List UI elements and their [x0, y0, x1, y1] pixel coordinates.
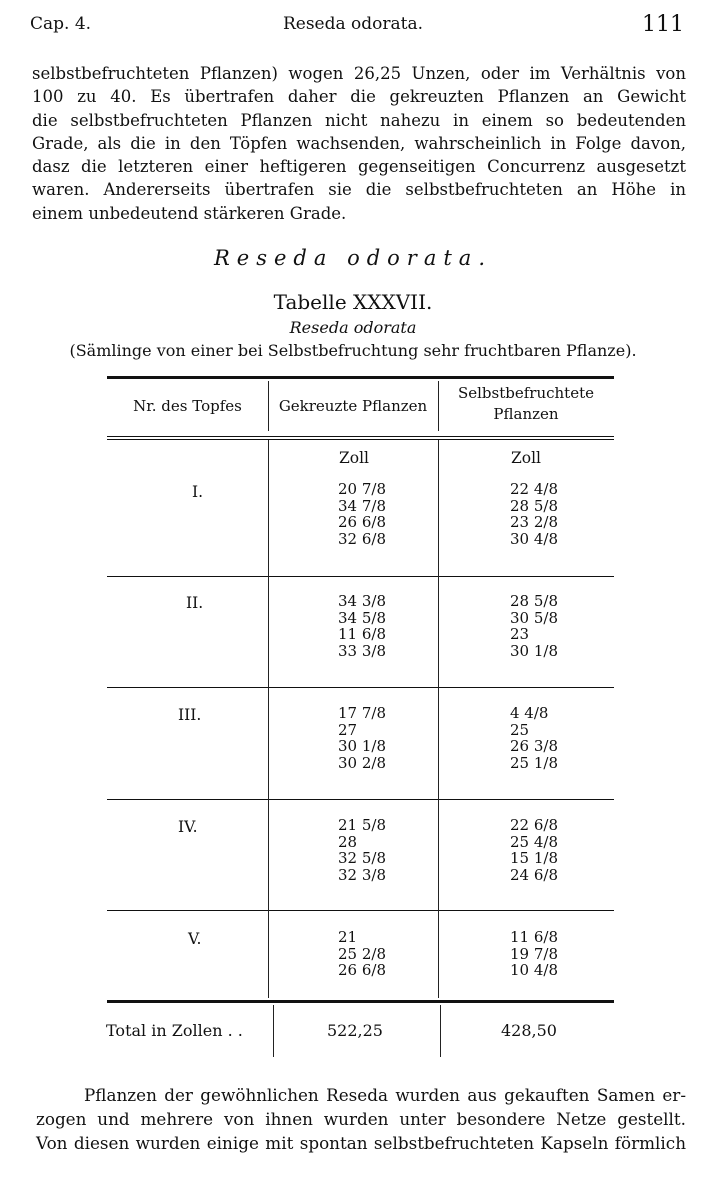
self-value: 4 4/8: [510, 704, 549, 722]
header-crossed: Gekreuzte Pflanzen: [278, 397, 428, 415]
self-value: 22 6/8: [510, 816, 558, 834]
paragraph-line: waren. Andererseits übertrafen sie die selbstbefruchteten an Höhe in: [32, 180, 686, 200]
table-header-rule: [107, 436, 614, 437]
crossed-values: [338, 929, 386, 979]
table-caption: (Sämlinge von einer bei Selbstbefruchtung sehr fruchtbaren Pflanze).: [69, 341, 637, 360]
self-value: 24 6/8: [510, 865, 558, 884]
crossed-value: 34 5/8: [338, 608, 386, 627]
table-top-rule: [107, 376, 614, 379]
paragraph-line: die selbstbefruchteten Pflanzen nicht nahezu in einem so bedeutenden: [32, 110, 686, 130]
crossed-value: 26 6/8: [338, 513, 386, 531]
self-value: 30 5/8: [510, 608, 558, 627]
column-divider: [268, 440, 269, 998]
total-self: 428,50: [501, 1021, 557, 1040]
self-value: 22 4/8: [510, 480, 558, 498]
group-separator: [107, 799, 614, 800]
crossed-value: 34 3/8: [338, 592, 386, 610]
table-total-rule: [107, 1000, 614, 1003]
table-title: Tabelle XXXVII.: [273, 290, 433, 314]
self-value: 23: [510, 625, 530, 643]
self-value: 11 6/8: [510, 928, 558, 946]
unit-crossed: Zoll: [339, 449, 370, 467]
self-values: [510, 593, 558, 659]
group-separator: [107, 687, 614, 688]
crossed-values: [338, 817, 386, 883]
self-value: 15 1/8: [510, 849, 558, 867]
species-heading: Reseda odorata.: [213, 246, 492, 270]
pot-label: V.: [188, 930, 202, 948]
crossed-value: 17 7/8: [338, 704, 386, 722]
paragraph-line: dasz die letzteren einer heftigeren gegenseitigen Concurrenz ausgesetzt: [32, 157, 686, 177]
pot-label: I.: [192, 483, 204, 501]
paragraph-bottom: [36, 1083, 686, 1155]
crossed-value: 34 7/8: [338, 496, 386, 515]
self-value: 30 1/8: [510, 641, 558, 660]
paragraph-line: zogen und mehrere von ihnen wurden unter besondere Netze gestellt.: [36, 1109, 686, 1129]
group-separator: [107, 910, 614, 911]
crossed-value: 20 7/8: [338, 480, 386, 498]
table-subtitle: Reseda odorata: [289, 318, 417, 337]
chapter-label: Cap. 4.: [30, 14, 92, 34]
pot-label: II.: [186, 594, 204, 612]
crossed-value: 28: [338, 832, 358, 851]
crossed-value: 21 5/8: [338, 816, 386, 834]
total-label: Total in Zollen . .: [106, 1021, 243, 1040]
self-value: 25 1/8: [510, 753, 558, 772]
self-values: [510, 705, 558, 771]
unit-self: Zoll: [511, 449, 542, 467]
header-self-line: Selbstbefruchtete: [457, 384, 594, 402]
header-self-line: Pflanzen: [493, 405, 559, 423]
crossed-value: 30 1/8: [338, 737, 386, 755]
crossed-value: 26 6/8: [338, 961, 386, 979]
paragraph-line: selbstbefruchteten Pflanzen) wogen 26,25 Unzen, oder im Verhältnis von: [32, 64, 686, 83]
paragraph-line: Pflanzen der gewöhnlichen Reseda wurden aus gekauften Samen er-: [84, 1085, 686, 1105]
group-separator: [107, 576, 614, 577]
crossed-values: [338, 705, 386, 771]
self-value: 30 4/8: [510, 529, 558, 548]
self-value: 10 4/8: [510, 961, 558, 979]
self-values: [510, 929, 558, 979]
crossed-value: 32 5/8: [338, 849, 386, 867]
crossed-value: 11 6/8: [338, 625, 386, 643]
paragraph-line: einem unbedeutend stärkeren Grade.: [32, 203, 347, 223]
page-number: 111: [642, 12, 684, 37]
crossed-value: 32 3/8: [338, 865, 386, 884]
crossed-value: 27: [338, 720, 358, 739]
crossed-values: [338, 481, 386, 547]
crossed-value: 21: [338, 928, 358, 946]
self-value: 19 7/8: [510, 944, 558, 963]
pot-label: IV.: [178, 818, 198, 836]
self-value: 23 2/8: [510, 513, 558, 531]
header-pot: Nr. des Topfes: [133, 397, 242, 415]
self-values: [510, 481, 558, 547]
total-crossed: 522,25: [327, 1021, 383, 1040]
header-self: [438, 383, 614, 425]
table-header-rule: [107, 439, 614, 440]
paragraph-line: Grade, als die in den Töpfen wachsenden, wahrscheinlich in Folge davon,: [32, 133, 686, 153]
self-value: 25: [510, 720, 530, 739]
paragraph-line: Von diesen wurden einige mit spontan selbstbefruchteten Kapseln förmlich: [36, 1133, 686, 1153]
paragraph-top: [32, 62, 686, 225]
self-values: [510, 817, 558, 883]
crossed-value: 32 6/8: [338, 529, 386, 548]
self-value: 26 3/8: [510, 737, 558, 755]
crossed-value: 25 2/8: [338, 944, 386, 963]
crossed-value: 33 3/8: [338, 641, 386, 660]
crossed-value: 30 2/8: [338, 753, 386, 772]
running-title: Reseda odorata.: [282, 14, 424, 34]
self-value: 28 5/8: [510, 592, 558, 610]
self-value: 28 5/8: [510, 496, 558, 515]
self-value: 25 4/8: [510, 832, 558, 851]
paragraph-line: 100 zu 40. Es übertrafen daher die gekreuzten Pflanzen an Gewicht: [32, 87, 686, 107]
crossed-values: [338, 593, 386, 659]
column-divider: [438, 440, 439, 998]
pot-label: III.: [178, 706, 202, 724]
